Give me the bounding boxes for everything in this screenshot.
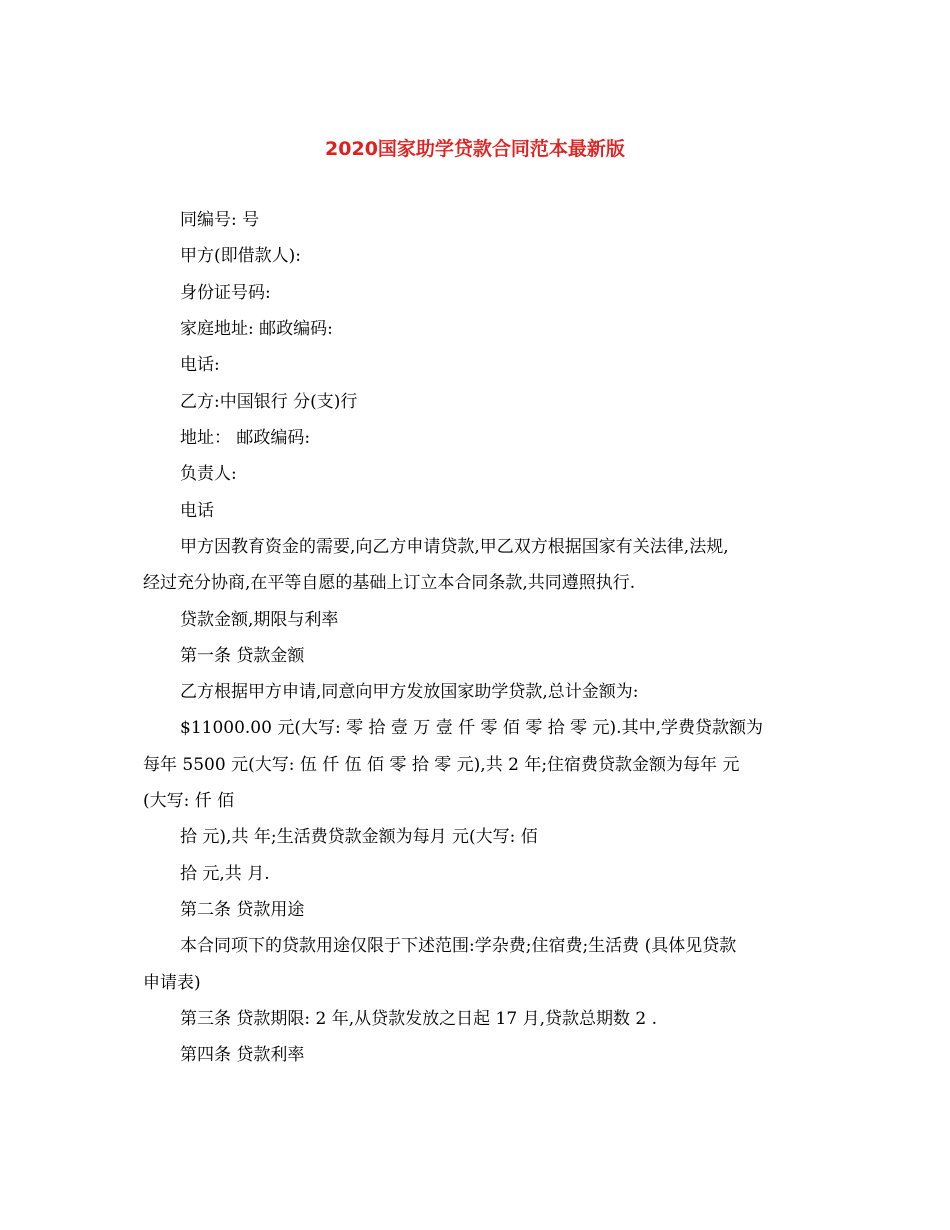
article-2-heading: 第二条 贷款用途 [180,900,305,920]
article-1-text-2: $11000.00 元(大写: 零 拾 壹 万 壹 仟 零 佰 零 拾 零 元).其中,学费贷款额为 [180,718,763,738]
article-1-text-3: 每年 5500 元(大写: 伍 仟 伍 佰 零 拾 零 元),共 2 年;住宿费贷款金额为每年 元 [143,755,740,775]
party-a-line: 甲方(即借款人): [180,246,301,266]
phone-line: 电话: [180,355,220,375]
article-3-text: 第三条 贷款期限: 2 年,从贷款发放之日起 17 月,贷款总期数 2 . [180,1009,658,1029]
address-line: 地址： 邮政编码: [180,428,311,448]
phone-line-b: 电话 [180,501,214,521]
article-2-text-1: 本合同项下的贷款用途仅限于下述范围:学杂费;住宿费;生活费 (具体见贷款 [180,936,737,956]
article-4-heading: 第四条 贷款利率 [180,1045,305,1065]
document-title: 2020国家助学贷款合同范本最新版 [325,138,625,160]
article-1-text-6: 拾 元,共 月. [180,864,270,884]
article-1-heading: 第一条 贷款金额 [180,646,305,666]
responsible-person-line: 负责人: [180,464,237,484]
article-1-text-5: 拾 元),共 年;生活费贷款金额为每月 元(大写: 佰 [180,827,538,847]
id-number-line: 身份证号码: [180,283,271,303]
section-heading: 贷款金额,期限与利率 [180,610,339,630]
home-address-line: 家庭地址: 邮政编码: [180,319,333,339]
article-1-text-4: (大写: 仟 佰 [143,791,235,811]
article-2-text-2: 申请表) [143,973,201,993]
preamble-line-2: 经过充分协商,在平等自愿的基础上订立本合同条款,共同遵照执行. [143,573,636,593]
preamble-line-1: 甲方因教育资金的需要,向乙方申请贷款,甲乙双方根据国家有关法律,法规, [180,537,729,557]
contract-number-line: 同编号: 号 [180,210,260,230]
party-b-line: 乙方:中国银行 分(支)行 [180,392,358,412]
article-1-text-1: 乙方根据甲方申请,同意向甲方发放国家助学贷款,总计金额为: [180,682,639,702]
